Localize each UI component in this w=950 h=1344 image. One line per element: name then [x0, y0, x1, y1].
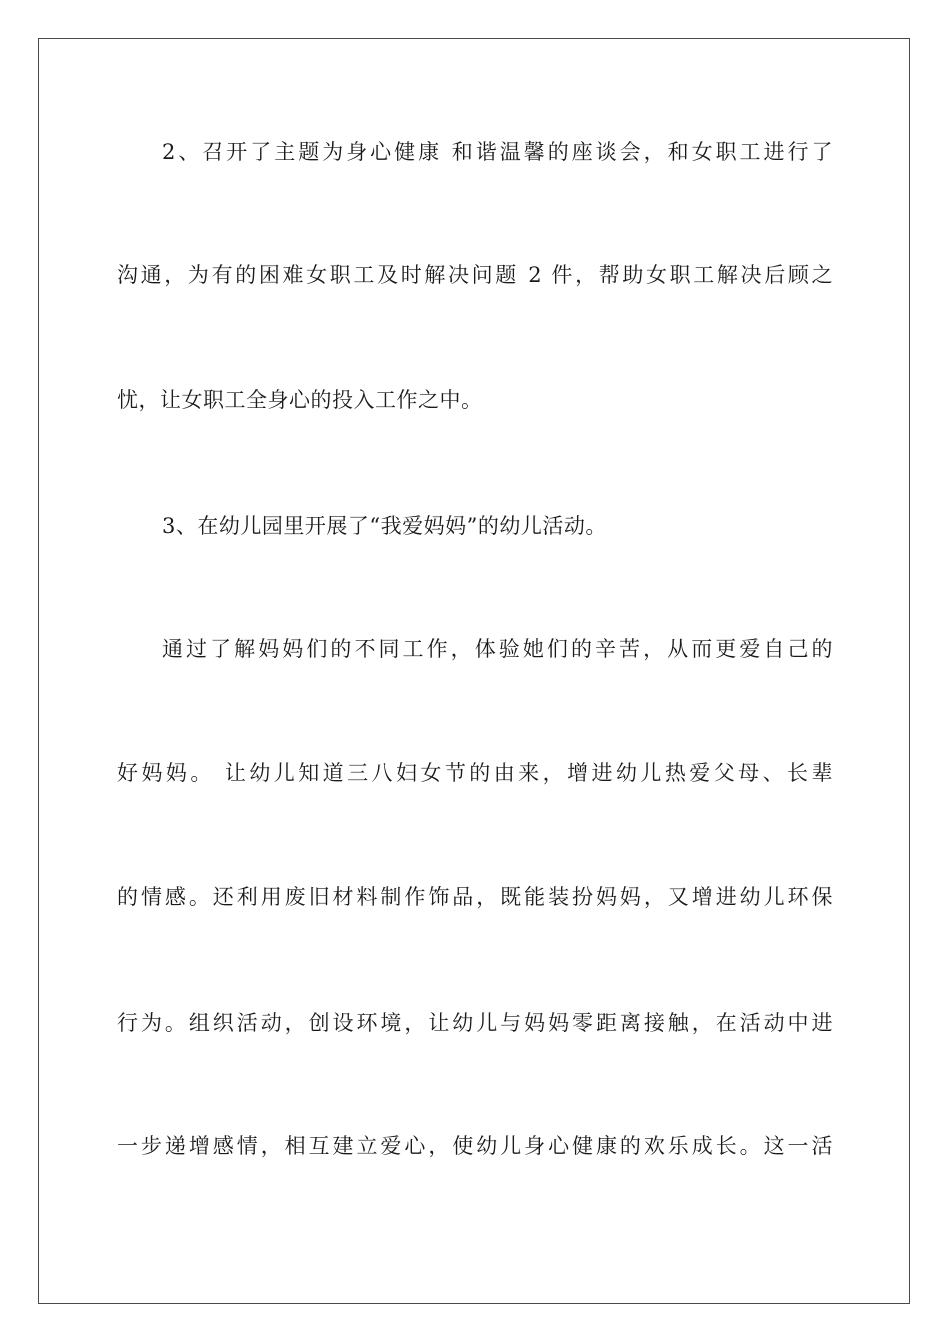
paragraph-2-line-1: 2、召开了主题为身心健康 和谐温馨的座谈会，和女职工进行了 — [162, 140, 833, 164]
paragraph-3-line-1: 3、在幼儿园里开展了“我爱妈妈”的幼儿活动。 — [162, 514, 607, 538]
paragraph-4-line-4: 行为。组织活动，创设环境，让幼儿与妈妈零距离接触，在活动中进 — [117, 1011, 833, 1035]
page-border — [38, 38, 910, 1304]
paragraph-4-line-3: 的情感。还利用废旧材料制作饰品，既能装扮妈妈，又增进幼儿环保 — [117, 885, 833, 909]
paragraph-2-line-3: 忧，让女职工全身心的投入工作之中。 — [117, 388, 483, 412]
paragraph-4-line-5: 一步递增感情，相互建立爱心，使幼儿身心健康的欢乐成长。这一活 — [117, 1134, 833, 1158]
paragraph-4-line-2: 好妈妈。 让幼儿知道三八妇女节的由来，增进幼儿热爱父母、长辈 — [117, 761, 833, 785]
paragraph-2-line-2: 沟通，为有的困难女职工及时解决问题 2 件，帮助女职工解决后顾之 — [117, 263, 833, 287]
paragraph-4-line-1: 通过了解妈妈们的不同工作，体验她们的辛苦，从而更爱自己的 — [162, 637, 833, 661]
